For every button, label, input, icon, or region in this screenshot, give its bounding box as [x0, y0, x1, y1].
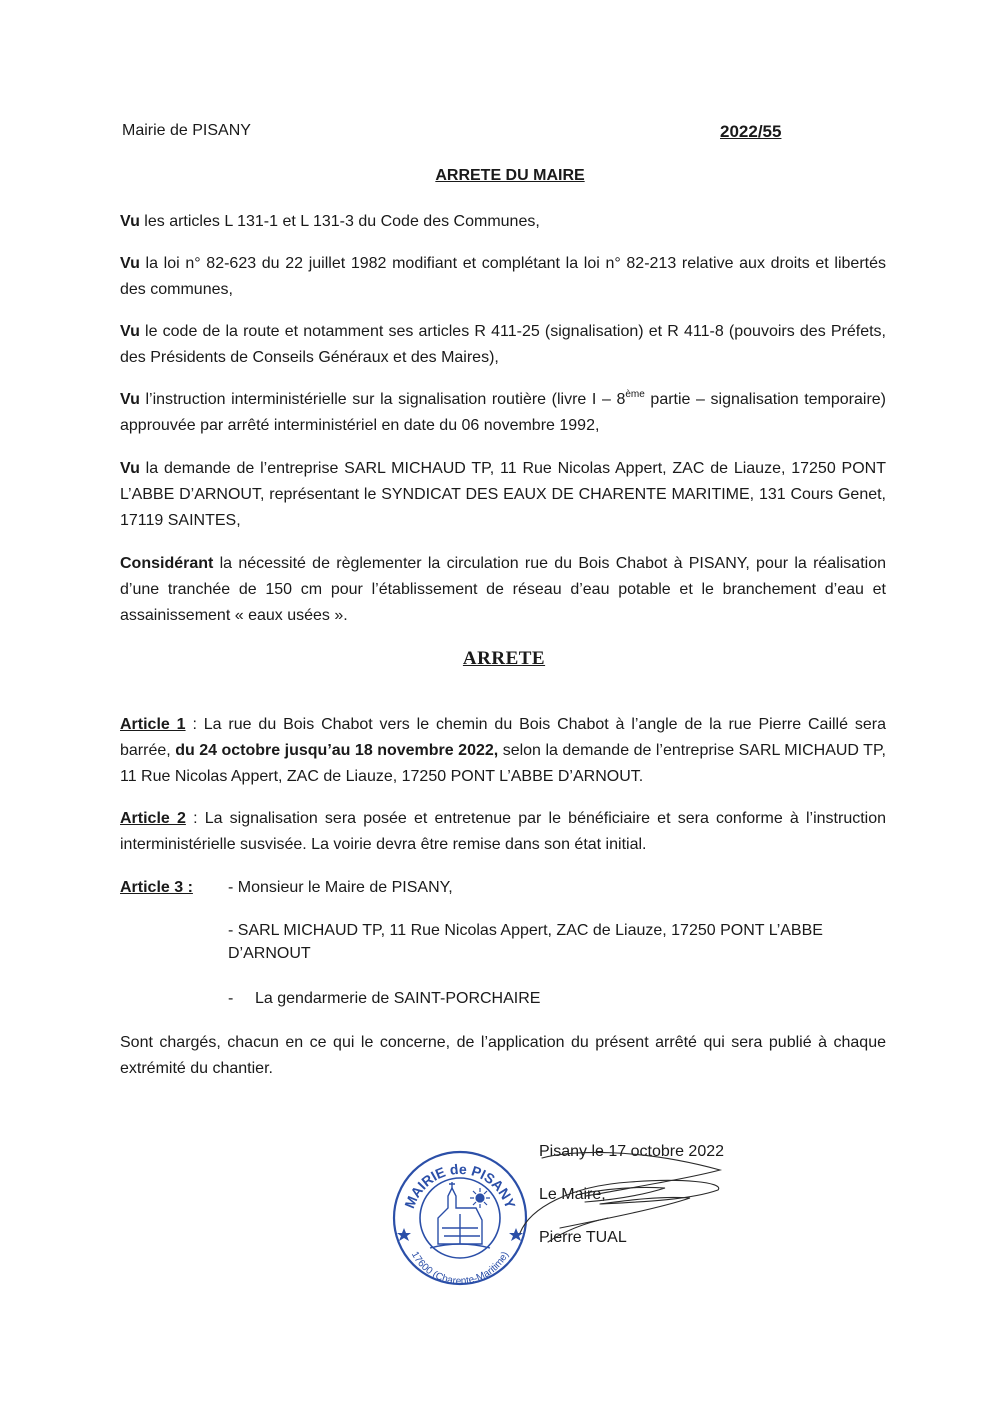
article-label: Article 1 [120, 716, 186, 733]
consideration-lead: Considérant [120, 555, 214, 572]
article-text: La rue du Bois Chabot vers le chemin du Bois Chabot à l’angle de la rue Pierre Caillé sera barrée, [120, 716, 887, 759]
consideration-lead: Vu [120, 391, 140, 408]
svg-text:17600 (Charente-Maritime) [409, 1250, 511, 1287]
consideration-text: partie – signalisation temporaire) approuvée par arrêté interministériel en date du 06 novembre 1992, [120, 391, 887, 434]
consideration-lead: Vu [120, 213, 140, 230]
consideration-lead: Vu [120, 323, 140, 340]
consideration-1 [120, 209, 886, 235]
article-2 [120, 806, 886, 858]
article-3-bullet-3: - [228, 990, 234, 1007]
consideration-text: la nécessité de règlementer la circulation rue du Bois Chabot à PISANY, pour la réalisation d’une tranchée de 150 cm pour l’établissement de réseau d’eau potable et le branchement d’eau et assainissement « eaux usées ». [120, 555, 886, 624]
handwritten-signature [490, 1138, 740, 1248]
signature-name: Pierre TUAL [539, 1229, 627, 1246]
article-text: : [185, 716, 204, 733]
consideration-text: la loi n° 82-623 du 22 juillet 1982 modifiant et complétant la loi n° 82-213 relative aux droits et libertés des communes, [120, 255, 886, 298]
article-text: selon la demande de l’entreprise SARL MICHAUD TP, 11 Rue Nicolas Appert, ZAC de Liauze, 17250 PONT L’ABBE D’ARNOUT. [120, 742, 886, 785]
superscript: ème [625, 389, 645, 400]
article-3-label: Article 3 : [120, 879, 193, 896]
document-title: ARRETE DU MAIRE [435, 167, 585, 184]
consideration-text: les articles L 131-1 et L 131-3 du Code des Communes, [139, 213, 540, 230]
stamp-bottom-text: 17600 (Charente-Maritime) [408, 1249, 512, 1288]
article-text: : La signalisation sera posée et entretenue par le bénéficiaire et sera conforme à l’instruction interministérielle susvisée. La voirie devra être remise dans son état initial. [120, 810, 887, 853]
article-label: Article 2 [120, 810, 186, 827]
church-icon [430, 1182, 490, 1248]
consideration-3 [120, 319, 886, 371]
stamp-top-text: MAIRIE de PISANY [401, 1160, 519, 1211]
consideration-lead: Vu [120, 255, 140, 272]
consideration-4 [120, 387, 886, 439]
consideration-2 [120, 251, 886, 303]
signature-place-date: Pisany le 17 octobre 2022 [539, 1143, 725, 1160]
article-dates: du 24 octobre jusqu’au 18 novembre 2022, [175, 742, 499, 759]
decree-title: ARRETE [462, 648, 546, 669]
article-3-item-2: - SARL MICHAUD TP, 11 Rue Nicolas Appert, ZAC de Liauze, 17250 PONT L’ABBE D’ARNOUT [228, 922, 823, 962]
consideration-text: la demande de l’entreprise SARL MICHAUD TP, 11 Rue Nicolas Appert, ZAC de Liauze, 17250 PONT L’ABBE D’ARNOUT, représentant le SYNDICAT DES EAUX DE CHARENTE MARITIME, 131 Cours Genet, 17119 SAINTES, [120, 460, 886, 529]
consideration-text: le code de la route et notamment ses articles R 411-25 (signalisation) et R 411-8 (pouvoirs des Préfets, des Présidents de Conseils Généraux et des Maires), [120, 323, 886, 366]
consideration-lead: Vu [120, 460, 140, 477]
closing-paragraph: Sont chargés, chacun en ce qui le concerne, de l’application du présent arrêté qui sera publié à chaque extrémité du chantier. [120, 1034, 886, 1077]
consideration-text: l’instruction interministérielle sur la signalisation routière (livre I – 8 [139, 391, 626, 408]
article-1 [120, 712, 886, 790]
consideration-5 [120, 456, 886, 534]
decree-reference: 2022/55 [720, 122, 782, 141]
article-3-item-1: - Monsieur le Maire de PISANY, [228, 879, 453, 896]
signature-role: Le Maire, [539, 1186, 606, 1203]
issuer-name: Mairie de PISANY [122, 122, 251, 139]
consideration-6 [120, 551, 886, 629]
sun-icon [470, 1188, 490, 1208]
article-3-item-3: La gendarmerie de SAINT-PORCHAIRE [255, 990, 541, 1007]
